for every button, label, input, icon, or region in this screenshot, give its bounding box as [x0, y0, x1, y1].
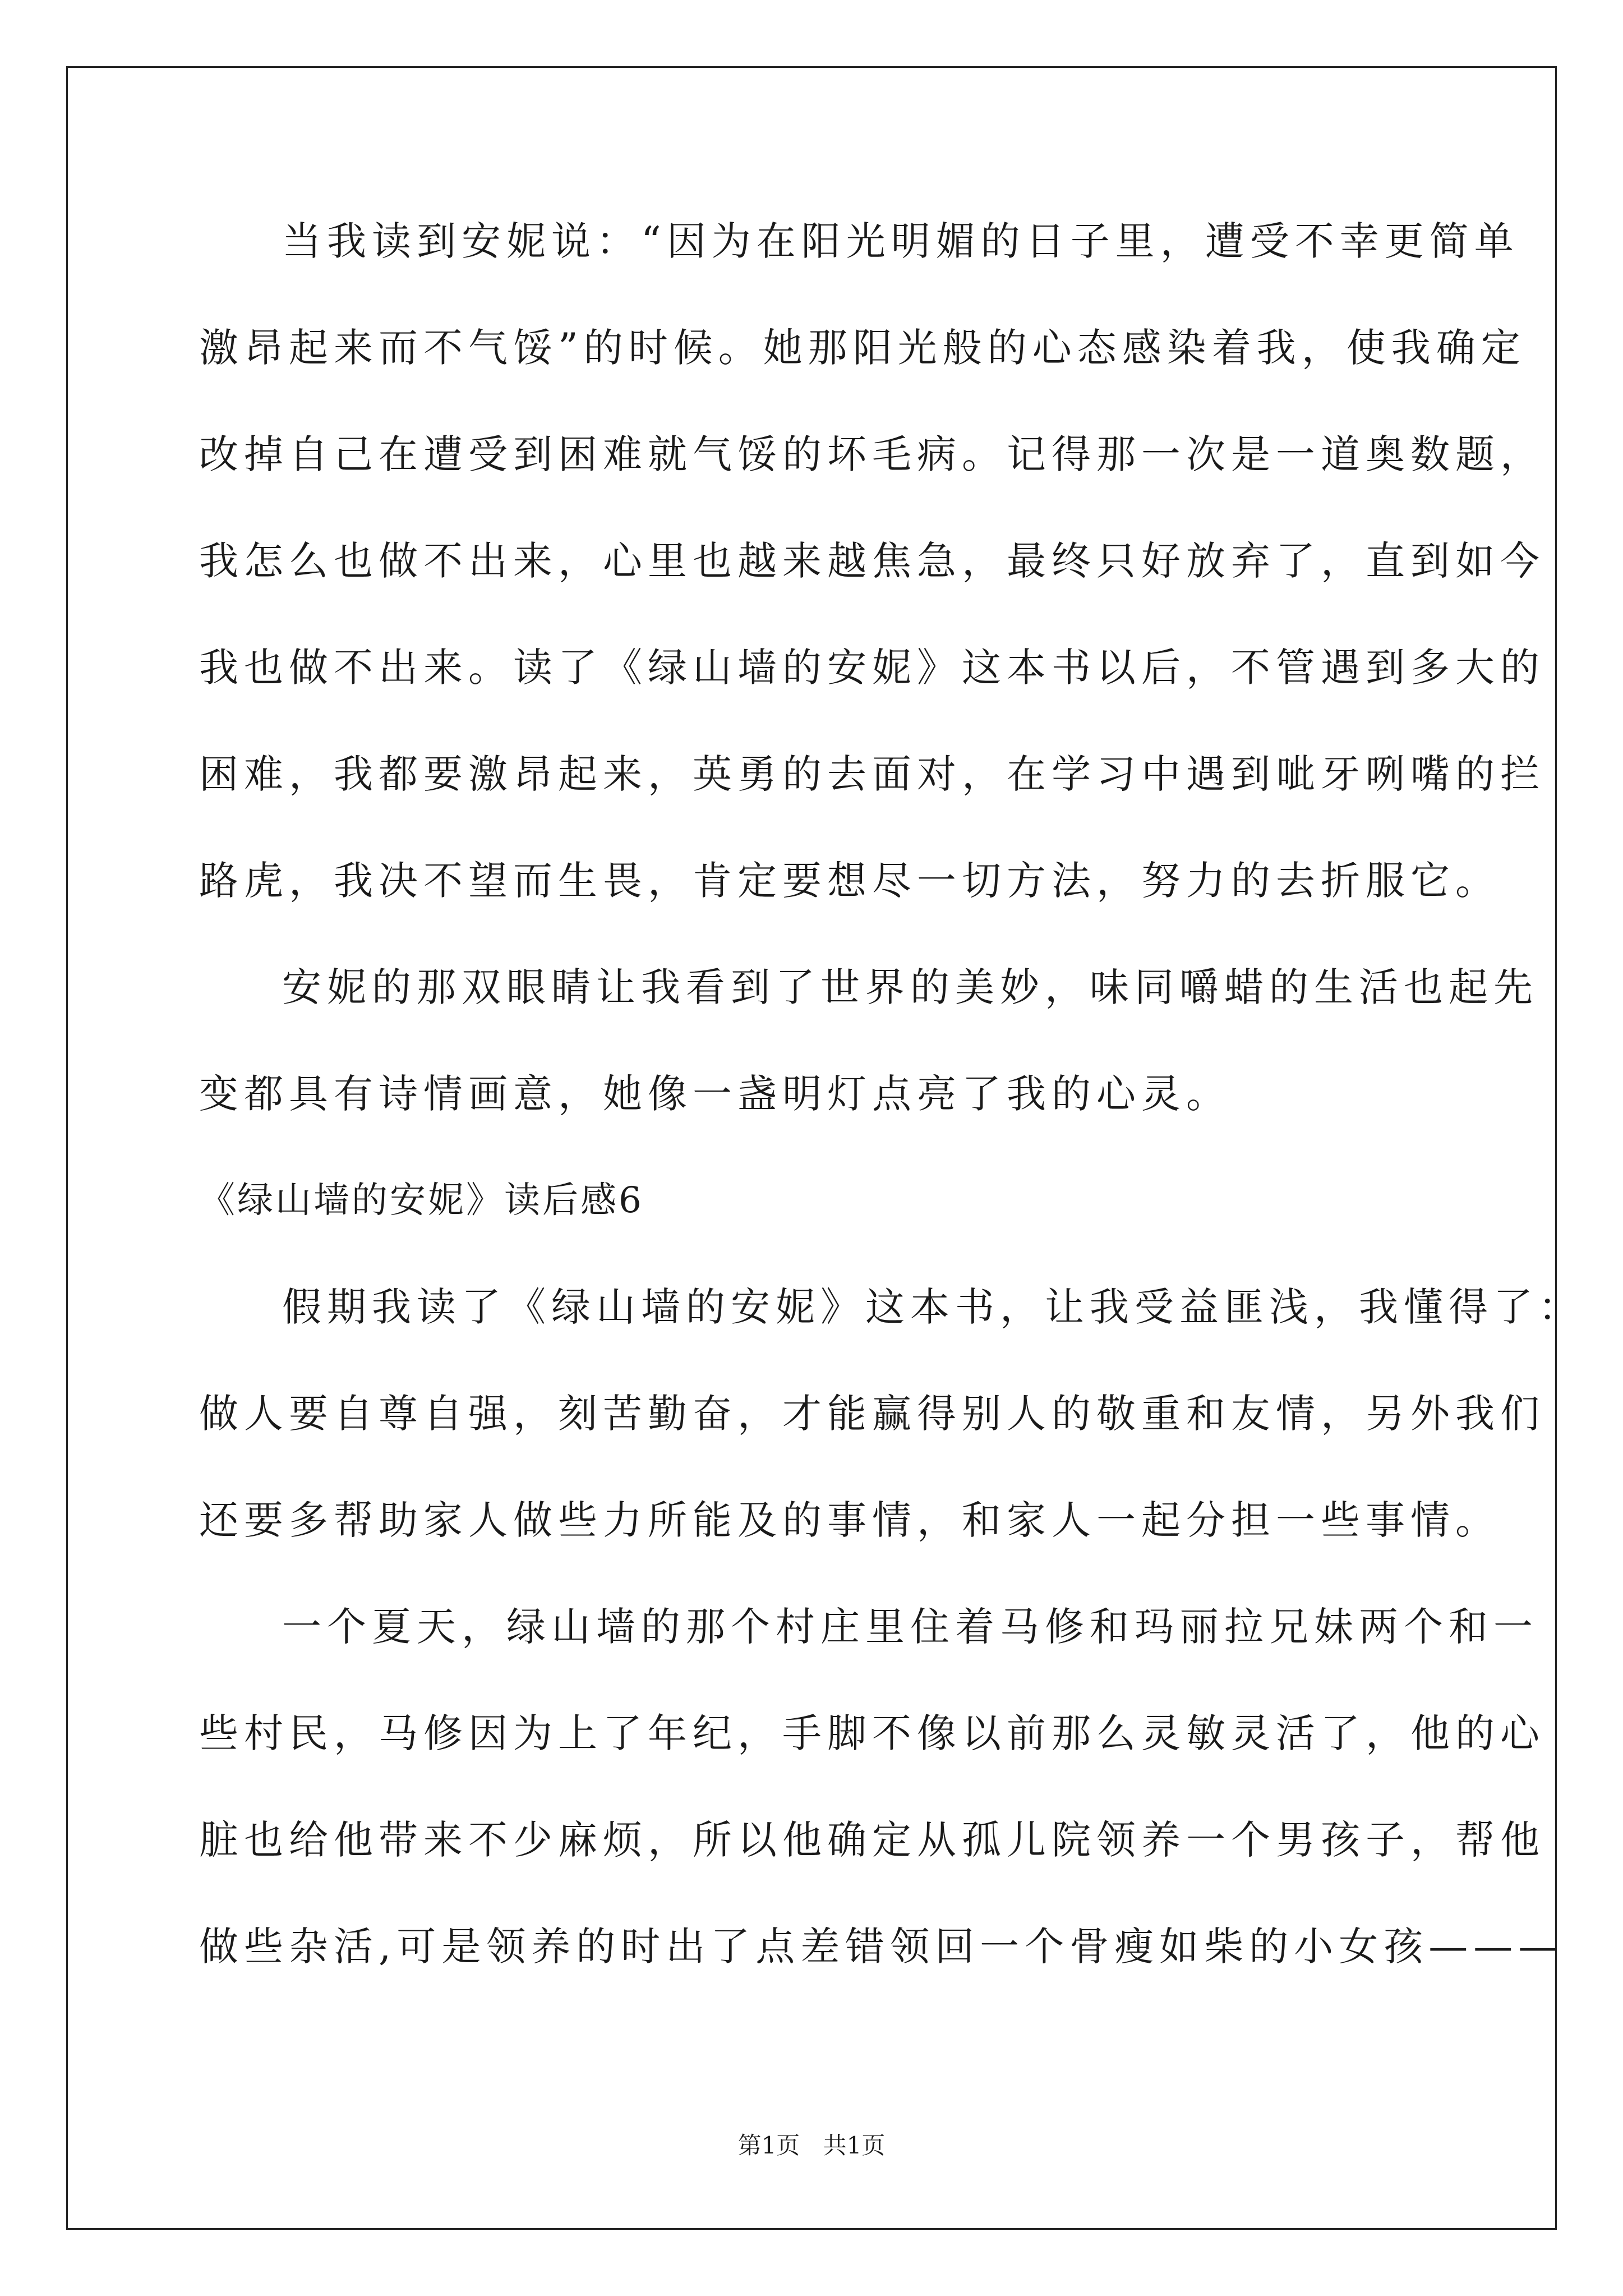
paragraph-line: 路虎，我决不望而生畏，肯定要想尽一切方法，努力的去折服它。 — [199, 858, 1500, 904]
page-number: 第1页 — [737, 2132, 800, 2159]
paragraph-line: 困难，我都要激昂起来，英勇的去面对，在学习中遇到呲牙咧嘴的拦 — [199, 751, 1545, 797]
paragraph-line: 安妮的那双眼睛让我看到了世界的美妙，味同嚼蜡的生活也起先 — [282, 964, 1538, 1010]
paragraph-line: 激昂起来而不气馁”的时候。她那阳光般的心态感染着我，使我确定 — [199, 325, 1526, 371]
paragraph-line: 我怎么也做不出来，心里也越来越焦急，最终只好放弃了，直到如今 — [199, 538, 1545, 584]
paragraph-line: 做些杂活,可是领养的时出了点差错领回一个骨瘦如柴的小女孩——— — [199, 1924, 1564, 1970]
page-border — [66, 66, 1557, 2230]
paragraph-line: 做人要自尊自强，刻苦勤奋，才能赢得别人的敬重和友情，另外我们 — [199, 1391, 1545, 1437]
paragraph-line: 假期我读了《绿山墙的安妮》这本书，让我受益匪浅，我懂得了： — [282, 1284, 1583, 1330]
page-footer — [0, 2129, 1623, 2162]
paragraph-line: 改掉自己在遭受到困难就气馁的坏毛病。记得那一次是一道奥数题， — [199, 431, 1545, 477]
paragraph-line: 一个夏天，绿山墙的那个村庄里住着马修和玛丽拉兄妹两个和一 — [282, 1604, 1538, 1650]
paragraph-line: 些村民，马修因为上了年纪，手脚不像以前那么灵敏灵活了，他的心 — [199, 1710, 1545, 1756]
paragraph-line: 我也做不出来。读了《绿山墙的安妮》这本书以后，不管遇到多大的 — [199, 645, 1545, 691]
paragraph-line: 脏也给他带来不少麻烦，所以他确定从孤儿院领养一个男孩子，帮他 — [199, 1817, 1545, 1863]
paragraph-line: 变都具有诗情画意，她像一盏明灯点亮了我的心灵。 — [199, 1071, 1231, 1117]
paragraph-line: 当我读到安妮说：“因为在阳光明媚的日子里，遭受不幸更简单 — [282, 218, 1519, 264]
section-heading: 《绿山墙的安妮》读后感6 — [199, 1180, 644, 1221]
page-total: 共1页 — [823, 2132, 886, 2159]
paragraph-line: 还要多帮助家人做些力所能及的事情，和家人一起分担一些事情。 — [199, 1497, 1500, 1543]
